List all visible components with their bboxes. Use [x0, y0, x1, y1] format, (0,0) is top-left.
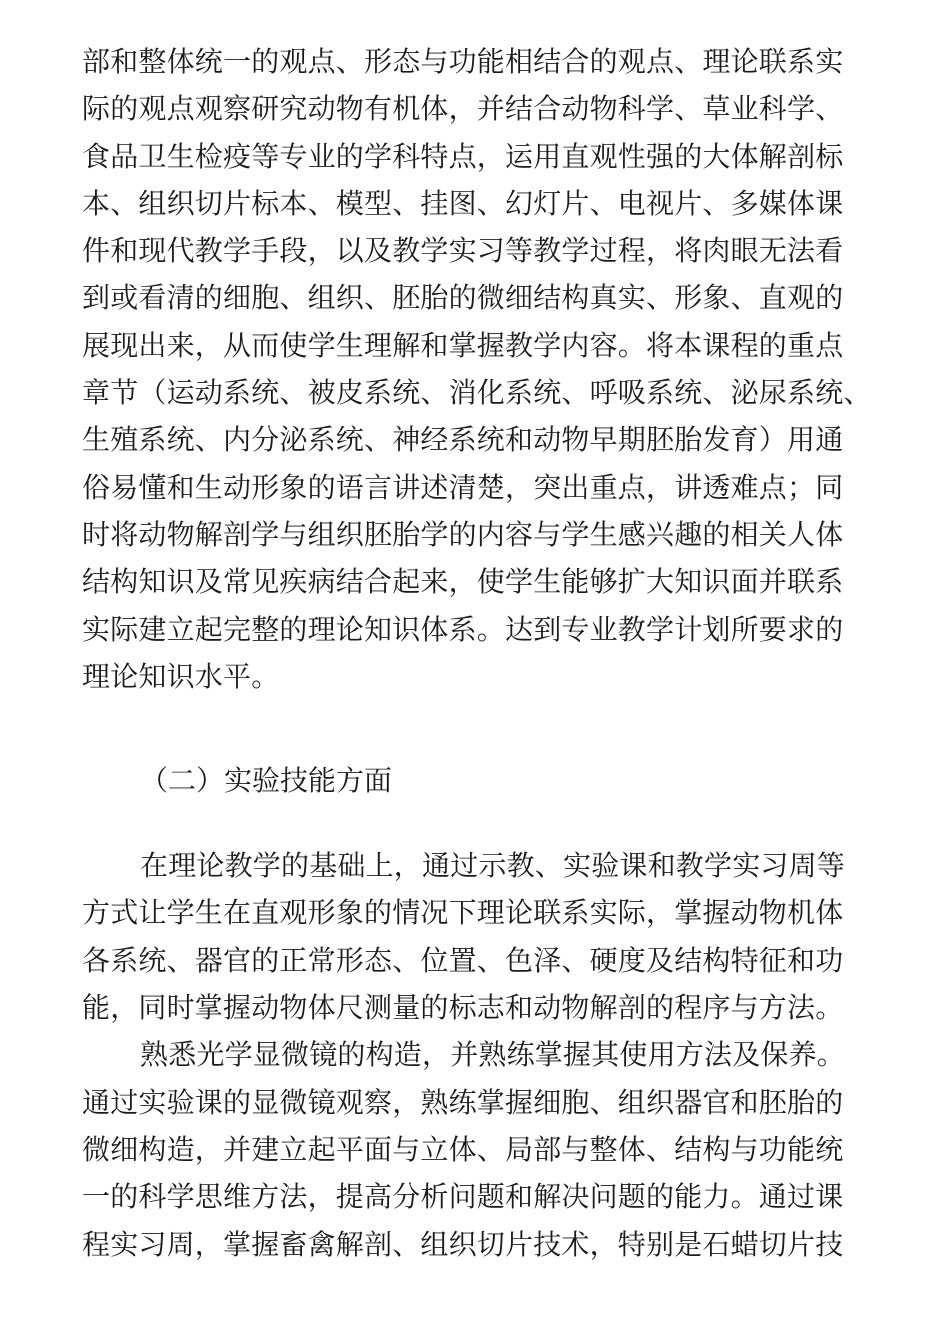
text-line: 结构知识及常见疾病结合起来，使学生能够扩大知识面并联系 — [82, 565, 844, 599]
text-line: 通过实验课的显微镜观察，熟练掌握细胞、组织器官和胚胎的 — [82, 1085, 844, 1119]
spacer — [82, 700, 882, 757]
text-line: 件和现代教学手段，以及教学实习等教学过程，将肉眼无法看 — [82, 234, 844, 268]
text-line: 熟悉光学显微镜的构造，并熟练掌握其使用方法及保养。 — [140, 1038, 846, 1072]
text-line: 部和整体统一的观点、形态与功能相结合的观点、理论联系实 — [82, 45, 844, 78]
text-line: 理论知识水平。 — [82, 659, 280, 693]
paragraph-lab-skills — [82, 842, 882, 1031]
text-line: 方式让学生在直观形象的情况下理论联系实际，掌握动物机体 — [82, 896, 844, 930]
text-line: 各系统、器官的正常形态、位置、色泽、硬度及结构特征和功 — [82, 943, 844, 977]
text-line: 俗易懂和生动形象的语言讲述清楚，突出重点，讲透难点；同 — [82, 470, 844, 504]
text-line: 时将动物解剖学与组织胚胎学的内容与学生感兴趣的相关人体 — [82, 517, 844, 551]
section-heading: （二）实验技能方面 — [140, 764, 393, 798]
text-line: 食品卫生检疫等专业的学科特点，运用直观性强的大体解剖标 — [82, 139, 844, 173]
text-line: 程实习周，掌握畜禽解剖、组织切片技术，特别是石蜡切片技 — [82, 1227, 844, 1261]
text-line: 本、组织切片标本、模型、挂图、幻灯片、电视片、多媒体课 — [82, 186, 844, 220]
text-line: 微细构造，并建立起平面与立体、局部与整体、结构与功能统 — [82, 1132, 844, 1166]
spacer — [82, 804, 882, 842]
text-line: 际的观点观察研究动物有机体，并结合动物科学、草业科学、 — [82, 92, 844, 126]
text-line: 生殖系统、内分泌系统、神经系统和动物早期胚胎发育）用通 — [82, 423, 844, 457]
text-line: 一的科学思维方法，提高分析问题和解决问题的能力。通过课 — [82, 1180, 844, 1214]
text-line: 在理论教学的基础上，通过示教、实验课和教学实习周等 — [140, 849, 846, 883]
paragraph-microscope — [82, 1031, 882, 1267]
text-line: 章节（运动系统、被皮系统、消化系统、呼吸系统、泌尿系统、 — [82, 376, 872, 410]
text-line: 能，同时掌握动物体尺测量的标志和动物解剖的程序与方法。 — [82, 991, 844, 1025]
document-page — [82, 38, 882, 1268]
text-line: 实际建立起完整的理论知识体系。达到专业教学计划所要求的 — [82, 612, 844, 646]
text-line: 展现出来，从而使学生理解和掌握教学内容。将本课程的重点 — [82, 328, 844, 362]
text-line: 到或看清的细胞、组织、胚胎的微细结构真实、形象、直观的 — [82, 281, 844, 315]
paragraph-theory-teaching — [82, 38, 882, 700]
